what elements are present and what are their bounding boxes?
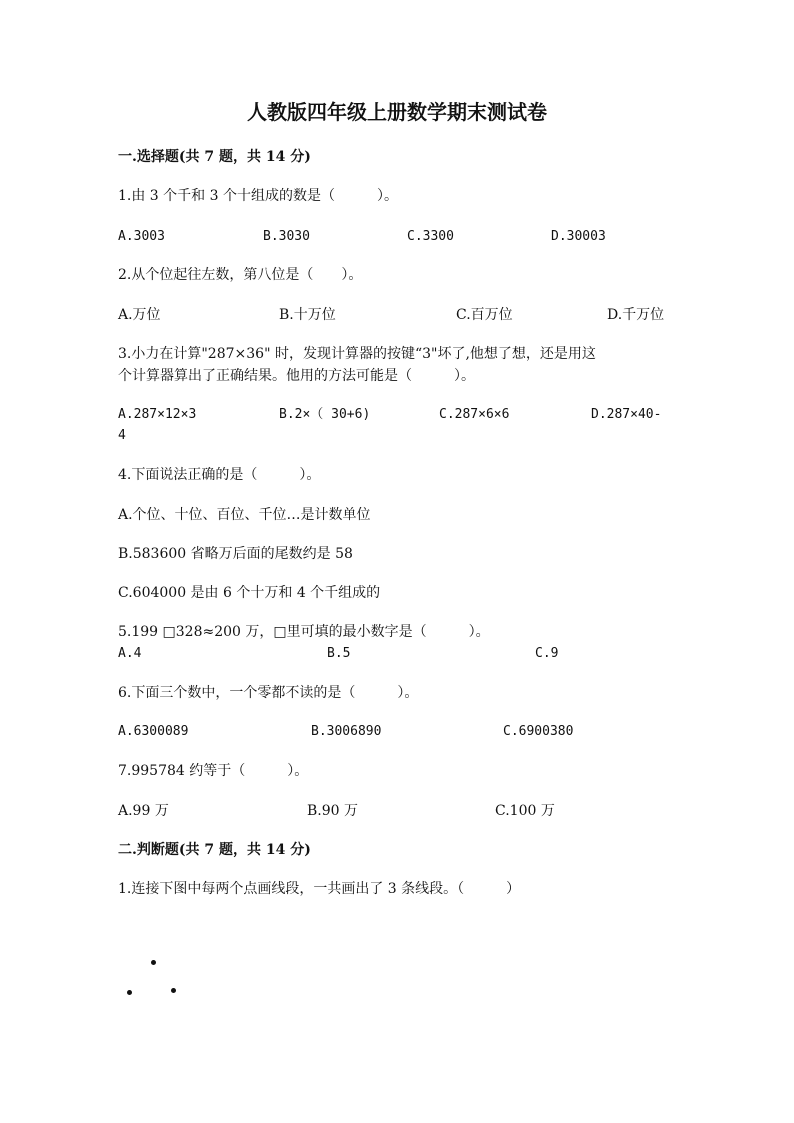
question-3-line-1: 3.小力在计算"287×36" 时，发现计算器的按键“3"坏了,他想了想，还是用这 (118, 346, 596, 362)
figure-dot-right (171, 988, 176, 993)
q3-option-b: B.2×（ 30+6) (279, 407, 371, 422)
judgment-1: 1.连接下图中每两个点画线段，一共画出了 3 条线段。（ ） (118, 881, 521, 897)
q1-option-d: D.30003 (551, 229, 606, 244)
question-3-line-2: 个计算器算出了正确结果。他用的方法可能是（ ）。 (118, 368, 475, 384)
q5-option-b: B.5 (327, 646, 351, 661)
q3-option-d: D.287×40- (591, 407, 662, 422)
q6-option-c: C.6900380 (503, 724, 574, 739)
q5-option-c: C.9 (535, 646, 559, 661)
q6-option-a: A.6300089 (118, 724, 189, 739)
q2-option-d: D.千万位 (607, 307, 665, 323)
q2-option-b: B.十万位 (279, 307, 336, 323)
q1-option-a: A.3003 (118, 229, 165, 244)
question-1: 1.由 3 个千和 3 个十组成的数是（ ）。 (118, 188, 398, 204)
page-title: 人教版四年级上册数学期末测试卷 (247, 100, 547, 124)
q3-option-a: A.287×12×3 (118, 407, 197, 422)
q3-option-c: C.287×6×6 (439, 407, 510, 422)
q3-option-d-continued: 4 (118, 428, 126, 443)
q7-option-b: B.90 万 (307, 803, 359, 819)
q2-option-c: C.百万位 (456, 307, 513, 323)
question-7: 7.995784 约等于（ ）。 (118, 763, 309, 779)
q7-option-c: C.100 万 (495, 803, 555, 819)
question-2: 2.从个位起往左数，第八位是（ ）。 (118, 267, 363, 283)
question-6: 6.下面三个数中，一个零都不读的是（ ）。 (118, 685, 419, 701)
q4-option-c: C.604000 是由 6 个十万和 4 个千组成的 (118, 585, 381, 601)
q2-option-a: A.万位 (118, 307, 161, 323)
question-5: 5.199 □328≈200 万，□里可填的最小数字是（ ）。 (118, 624, 490, 640)
q7-option-a: A.99 万 (118, 803, 169, 819)
q4-option-a: A.个位、十位、百位、千位…是计数单位 (118, 507, 371, 523)
q1-option-c: C.3300 (407, 229, 454, 244)
figure-dot-top (151, 960, 156, 965)
section-heading-choice: 一.选择题(共 7 题，共 14 分) (118, 149, 311, 165)
figure-dot-left (127, 990, 132, 995)
section-heading-judgment: 二.判断题(共 7 题，共 14 分) (118, 842, 311, 858)
q5-option-a: A.4 (118, 646, 142, 661)
question-4: 4.下面说法正确的是（ ）。 (118, 467, 321, 483)
q6-option-b: B.3006890 (311, 724, 382, 739)
q1-option-b: B.3030 (263, 229, 310, 244)
q4-option-b: B.583600 省略万后面的尾数约是 58 (118, 546, 353, 562)
